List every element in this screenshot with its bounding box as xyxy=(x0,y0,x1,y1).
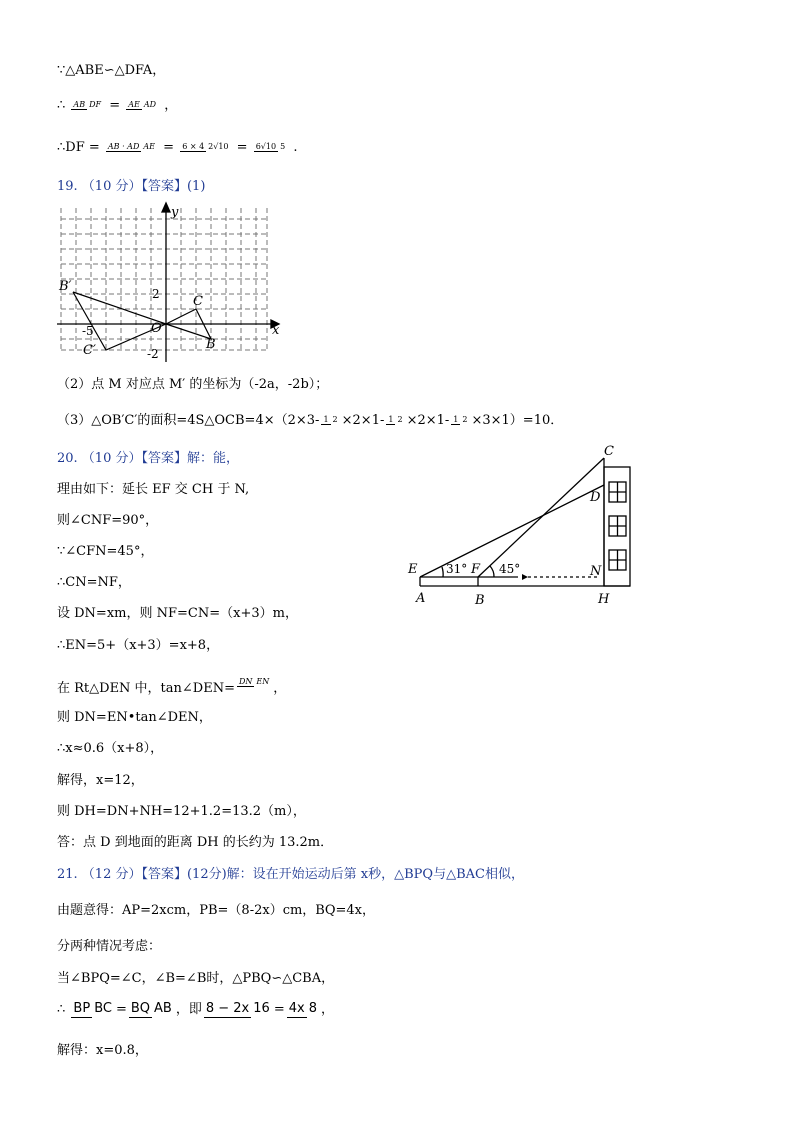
q19-part2: （2）点 M 对应点 M′ 的坐标为（-2a，-2b）； xyxy=(57,377,329,392)
point-label: N xyxy=(590,564,602,579)
point-label: C xyxy=(193,294,203,309)
tick-label: -5 xyxy=(82,324,94,338)
q20-line: 则∠CNF=90°， xyxy=(57,513,159,528)
y-axis-label: y xyxy=(171,205,179,220)
point-label: O xyxy=(151,321,162,336)
line-df: ∴DF = AB · AD AE = 6 × 4 2√10 = 6√10 5 . xyxy=(57,139,298,155)
point-label: F xyxy=(471,562,481,577)
q20-heading: 20. （10 分）【答案】解：能， xyxy=(57,451,239,466)
q21-heading: 21. （12 分）【答案】(12分)解：设在开始运动后第 x秒，△BPQ与△BAC相似， xyxy=(57,867,524,882)
line-ratio: ∴ AB DF = AE AD ， xyxy=(57,97,178,113)
point-label: C′ xyxy=(83,343,96,358)
fraction: AB · AD AE xyxy=(107,142,155,151)
q19-part3: （3）△OB′C′的面积=4S△OCB=4×（2×3- 1 2 ×2×1- 1 2 ×2×1- 1 2 ×3×1）=10． xyxy=(57,412,564,428)
fraction: 4x 8 xyxy=(288,1001,317,1016)
angle-label: 31° xyxy=(446,562,468,576)
fraction: AB DF xyxy=(73,100,102,109)
q20-line: 则 DH=DN+NH=12+1.2=13.2（m）， xyxy=(57,804,306,819)
fraction: 6√10 5 xyxy=(255,142,286,151)
q20-line: 则 DN=EN•tan∠DEN， xyxy=(57,710,212,725)
grid-graph-19 xyxy=(55,200,285,365)
fraction: DN EN xyxy=(238,677,270,686)
fraction: AE AD xyxy=(128,100,157,109)
fraction: 1 2 xyxy=(453,415,468,424)
q21-line-ratio: ∴ BP BC = BQ AB ，即 8 − 2x 16 = 4x 8 ， xyxy=(57,1001,334,1017)
fraction: BQ AB xyxy=(130,1001,172,1016)
q20-line: 答：点 D 到地面的距离 DH 的长约为 13.2m． xyxy=(57,835,334,850)
tick-label: 2 xyxy=(152,287,160,301)
q20-line-tan: 在 Rt△DEN 中，tan∠DEN= DN EN ， xyxy=(57,673,286,698)
fraction: 1 2 xyxy=(388,415,403,424)
q20-line: 解得，x=12， xyxy=(57,773,144,788)
point-label: B xyxy=(206,337,216,352)
q20-line: 理由如下：延长 EF 交 CH 于 N, xyxy=(57,482,250,497)
point-label: H xyxy=(598,592,610,607)
q21-line: 由题意得：AP=2xcm，PB=（8-2x）cm，BQ=4x， xyxy=(57,903,376,918)
q20-line: 设 DN=xm，则 NF=CN=（x+3）m， xyxy=(57,606,298,621)
fraction: BP BC xyxy=(73,1001,112,1016)
line-similar: ∵△ABE∽△DFA， xyxy=(57,63,166,78)
q21-line: 当∠BPQ=∠C，∠B=∠B时，△PBQ∽△CBA， xyxy=(57,971,335,986)
fraction: 1 2 xyxy=(323,415,338,424)
point-label: A xyxy=(416,591,426,606)
q20-line: ∴x≈0.6（x+8）， xyxy=(57,741,164,756)
q20-line: ∴CN=NF， xyxy=(57,575,131,590)
x-axis-label: x xyxy=(272,323,280,338)
q20-line: ∵∠CFN=45°， xyxy=(57,544,154,559)
q19-heading: 19. （10 分）【答案】(1) xyxy=(57,179,206,194)
fraction: 6 × 4 2√10 xyxy=(182,142,229,151)
q21-line: 分两种情况考虑： xyxy=(57,939,162,954)
tick-label: -2 xyxy=(147,347,159,361)
fraction: 8 − 2x 16 xyxy=(205,1001,270,1016)
q20-line: ∴EN=5+（x+3）=x+8， xyxy=(57,638,220,653)
q21-line: 解得：x=0.8， xyxy=(57,1043,148,1058)
point-label: B xyxy=(475,593,485,608)
point-label: E xyxy=(408,562,418,577)
point-label: B′ xyxy=(59,279,72,294)
building-figure-20 xyxy=(400,440,650,615)
point-label: D xyxy=(590,490,601,505)
angle-label: 45° xyxy=(499,562,521,576)
point-label: C xyxy=(604,444,614,459)
